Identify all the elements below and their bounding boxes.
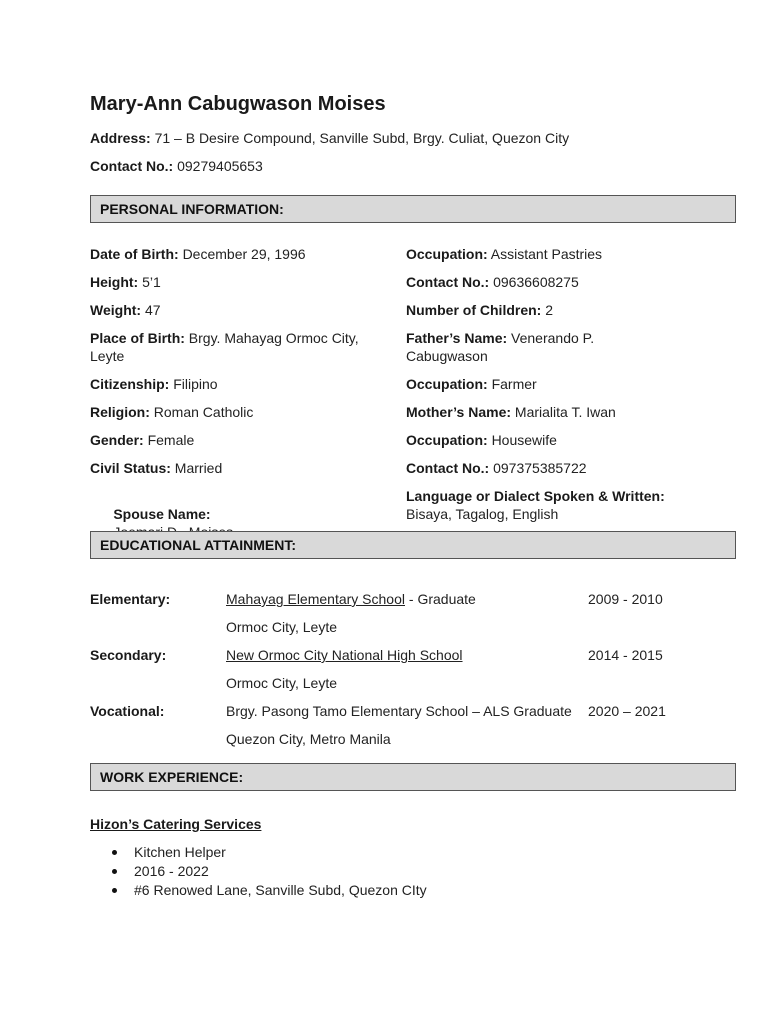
work-detail: 2016 - 2022 bbox=[134, 863, 209, 879]
field-label: Weight: bbox=[90, 302, 142, 318]
education-years: 2020 – 2021 bbox=[588, 703, 666, 719]
field-label: Number of Children: bbox=[406, 302, 542, 318]
father-occupation-field bbox=[406, 375, 537, 393]
field-label: Civil Status: bbox=[90, 460, 171, 476]
field-label: Place of Birth: bbox=[90, 330, 185, 346]
education-school bbox=[226, 646, 463, 664]
bullet-icon bbox=[112, 888, 117, 893]
field-label: Mother’s Name: bbox=[406, 404, 512, 420]
work-detail: Kitchen Helper bbox=[134, 844, 226, 860]
field-value: Female bbox=[147, 432, 195, 448]
civil-status-field bbox=[90, 459, 222, 477]
list-item bbox=[90, 862, 427, 881]
gender-field bbox=[90, 431, 194, 449]
weight-field bbox=[90, 301, 161, 319]
field-value: 09636608275 bbox=[493, 274, 579, 290]
field-value: 47 bbox=[144, 302, 161, 318]
education-years: 2014 - 2015 bbox=[588, 647, 663, 663]
field-value: Marialita T. Iwan bbox=[514, 404, 616, 420]
contact-line bbox=[90, 157, 263, 175]
field-label: Date of Birth: bbox=[90, 246, 179, 262]
field-value: Housewife bbox=[491, 432, 557, 448]
section-header-educational-attainment: EDUCATIONAL ATTAINMENT: bbox=[90, 531, 736, 559]
field-label: Language or Dialect Spoken & Written: bbox=[406, 488, 665, 504]
field-value: Assistant Pastries bbox=[490, 246, 603, 262]
mother-occupation-field bbox=[406, 431, 557, 449]
field-value: December 29, 1996 bbox=[182, 246, 306, 262]
field-label: Occupation: bbox=[406, 246, 488, 262]
section-header-personal-information: PERSONAL INFORMATION: bbox=[90, 195, 736, 223]
education-years: 2009 - 2010 bbox=[588, 591, 663, 607]
field-label: Gender: bbox=[90, 432, 144, 448]
school-location: Ormoc City, Leyte bbox=[226, 675, 337, 691]
education-school bbox=[226, 702, 572, 720]
parent-contact-no-field bbox=[406, 459, 587, 477]
education-row-elementary bbox=[90, 590, 736, 608]
applicant-name: Mary-Ann Cabugwason Moises bbox=[90, 93, 386, 115]
education-school bbox=[226, 590, 476, 608]
school-name: Mahayag Elementary School bbox=[226, 591, 405, 607]
school-name: Brgy. Pasong Tamo Elementary School – ALS Graduate bbox=[226, 703, 572, 719]
mother-name-field bbox=[406, 403, 616, 421]
contact-no-field bbox=[406, 273, 579, 291]
field-value: Venerando P. Cabugwason bbox=[406, 330, 595, 364]
education-level: Vocational: bbox=[90, 703, 165, 719]
number-of-children-field bbox=[406, 301, 553, 319]
place-of-birth-field bbox=[90, 329, 375, 365]
field-value: 2 bbox=[545, 302, 554, 318]
education-location-elementary bbox=[90, 618, 736, 636]
father-name-field bbox=[406, 329, 606, 365]
address-value: 71 – B Desire Compound, Sanville Subd, Brgy. Culiat, Quezon City bbox=[154, 130, 570, 146]
field-label: Religion: bbox=[90, 404, 150, 420]
religion-field bbox=[90, 403, 253, 421]
education-location-secondary bbox=[90, 674, 736, 692]
field-value: 5’1 bbox=[142, 274, 161, 290]
school-location: Quezon City, Metro Manila bbox=[226, 731, 391, 747]
bullet-icon bbox=[112, 850, 117, 855]
field-label: Spouse Name: bbox=[113, 506, 211, 522]
list-item bbox=[90, 881, 427, 900]
employer-name: Hizon’s Catering Services bbox=[90, 816, 262, 832]
section-header-work-experience: WORK EXPERIENCE: bbox=[90, 763, 736, 791]
height-field bbox=[90, 273, 161, 291]
field-value: Bisaya, Tagalog, English bbox=[406, 506, 559, 522]
school-name: New Ormoc City National High School bbox=[226, 647, 463, 663]
school-location: Ormoc City, Leyte bbox=[226, 619, 337, 635]
list-item bbox=[90, 843, 427, 862]
birth-date-field bbox=[90, 245, 306, 263]
education-level: Elementary: bbox=[90, 591, 171, 607]
contact-value: 09279405653 bbox=[177, 158, 263, 174]
citizenship-field bbox=[90, 375, 218, 393]
education-location-vocational bbox=[90, 730, 736, 748]
field-value: Married bbox=[174, 460, 223, 476]
education-row-vocational bbox=[90, 702, 736, 720]
address-label: Address: bbox=[90, 130, 151, 146]
field-label: Occupation: bbox=[406, 376, 488, 392]
occupation-field bbox=[406, 245, 602, 263]
contact-label: Contact No.: bbox=[90, 158, 174, 174]
language-field bbox=[406, 487, 736, 523]
field-label: Contact No.: bbox=[406, 274, 490, 290]
field-label: Occupation: bbox=[406, 432, 488, 448]
education-level: Secondary: bbox=[90, 647, 167, 663]
address-line bbox=[90, 129, 569, 147]
field-label: Contact No.: bbox=[406, 460, 490, 476]
field-label: Height: bbox=[90, 274, 139, 290]
field-value: Farmer bbox=[491, 376, 537, 392]
field-value: Filipino bbox=[173, 376, 218, 392]
field-value: 097375385722 bbox=[493, 460, 587, 476]
field-label: Father’s Name: bbox=[406, 330, 508, 346]
work-detail: #6 Renowed Lane, Sanville Subd, Quezon CIty bbox=[134, 882, 427, 898]
field-value: Brgy. Mahayag Ormoc City, Leyte bbox=[90, 330, 359, 364]
field-label: Citizenship: bbox=[90, 376, 170, 392]
education-row-secondary bbox=[90, 646, 736, 664]
work-details-list bbox=[90, 843, 427, 900]
bullet-icon bbox=[112, 869, 117, 874]
field-value: Roman Catholic bbox=[153, 404, 254, 420]
school-note: - Graduate bbox=[405, 591, 476, 607]
